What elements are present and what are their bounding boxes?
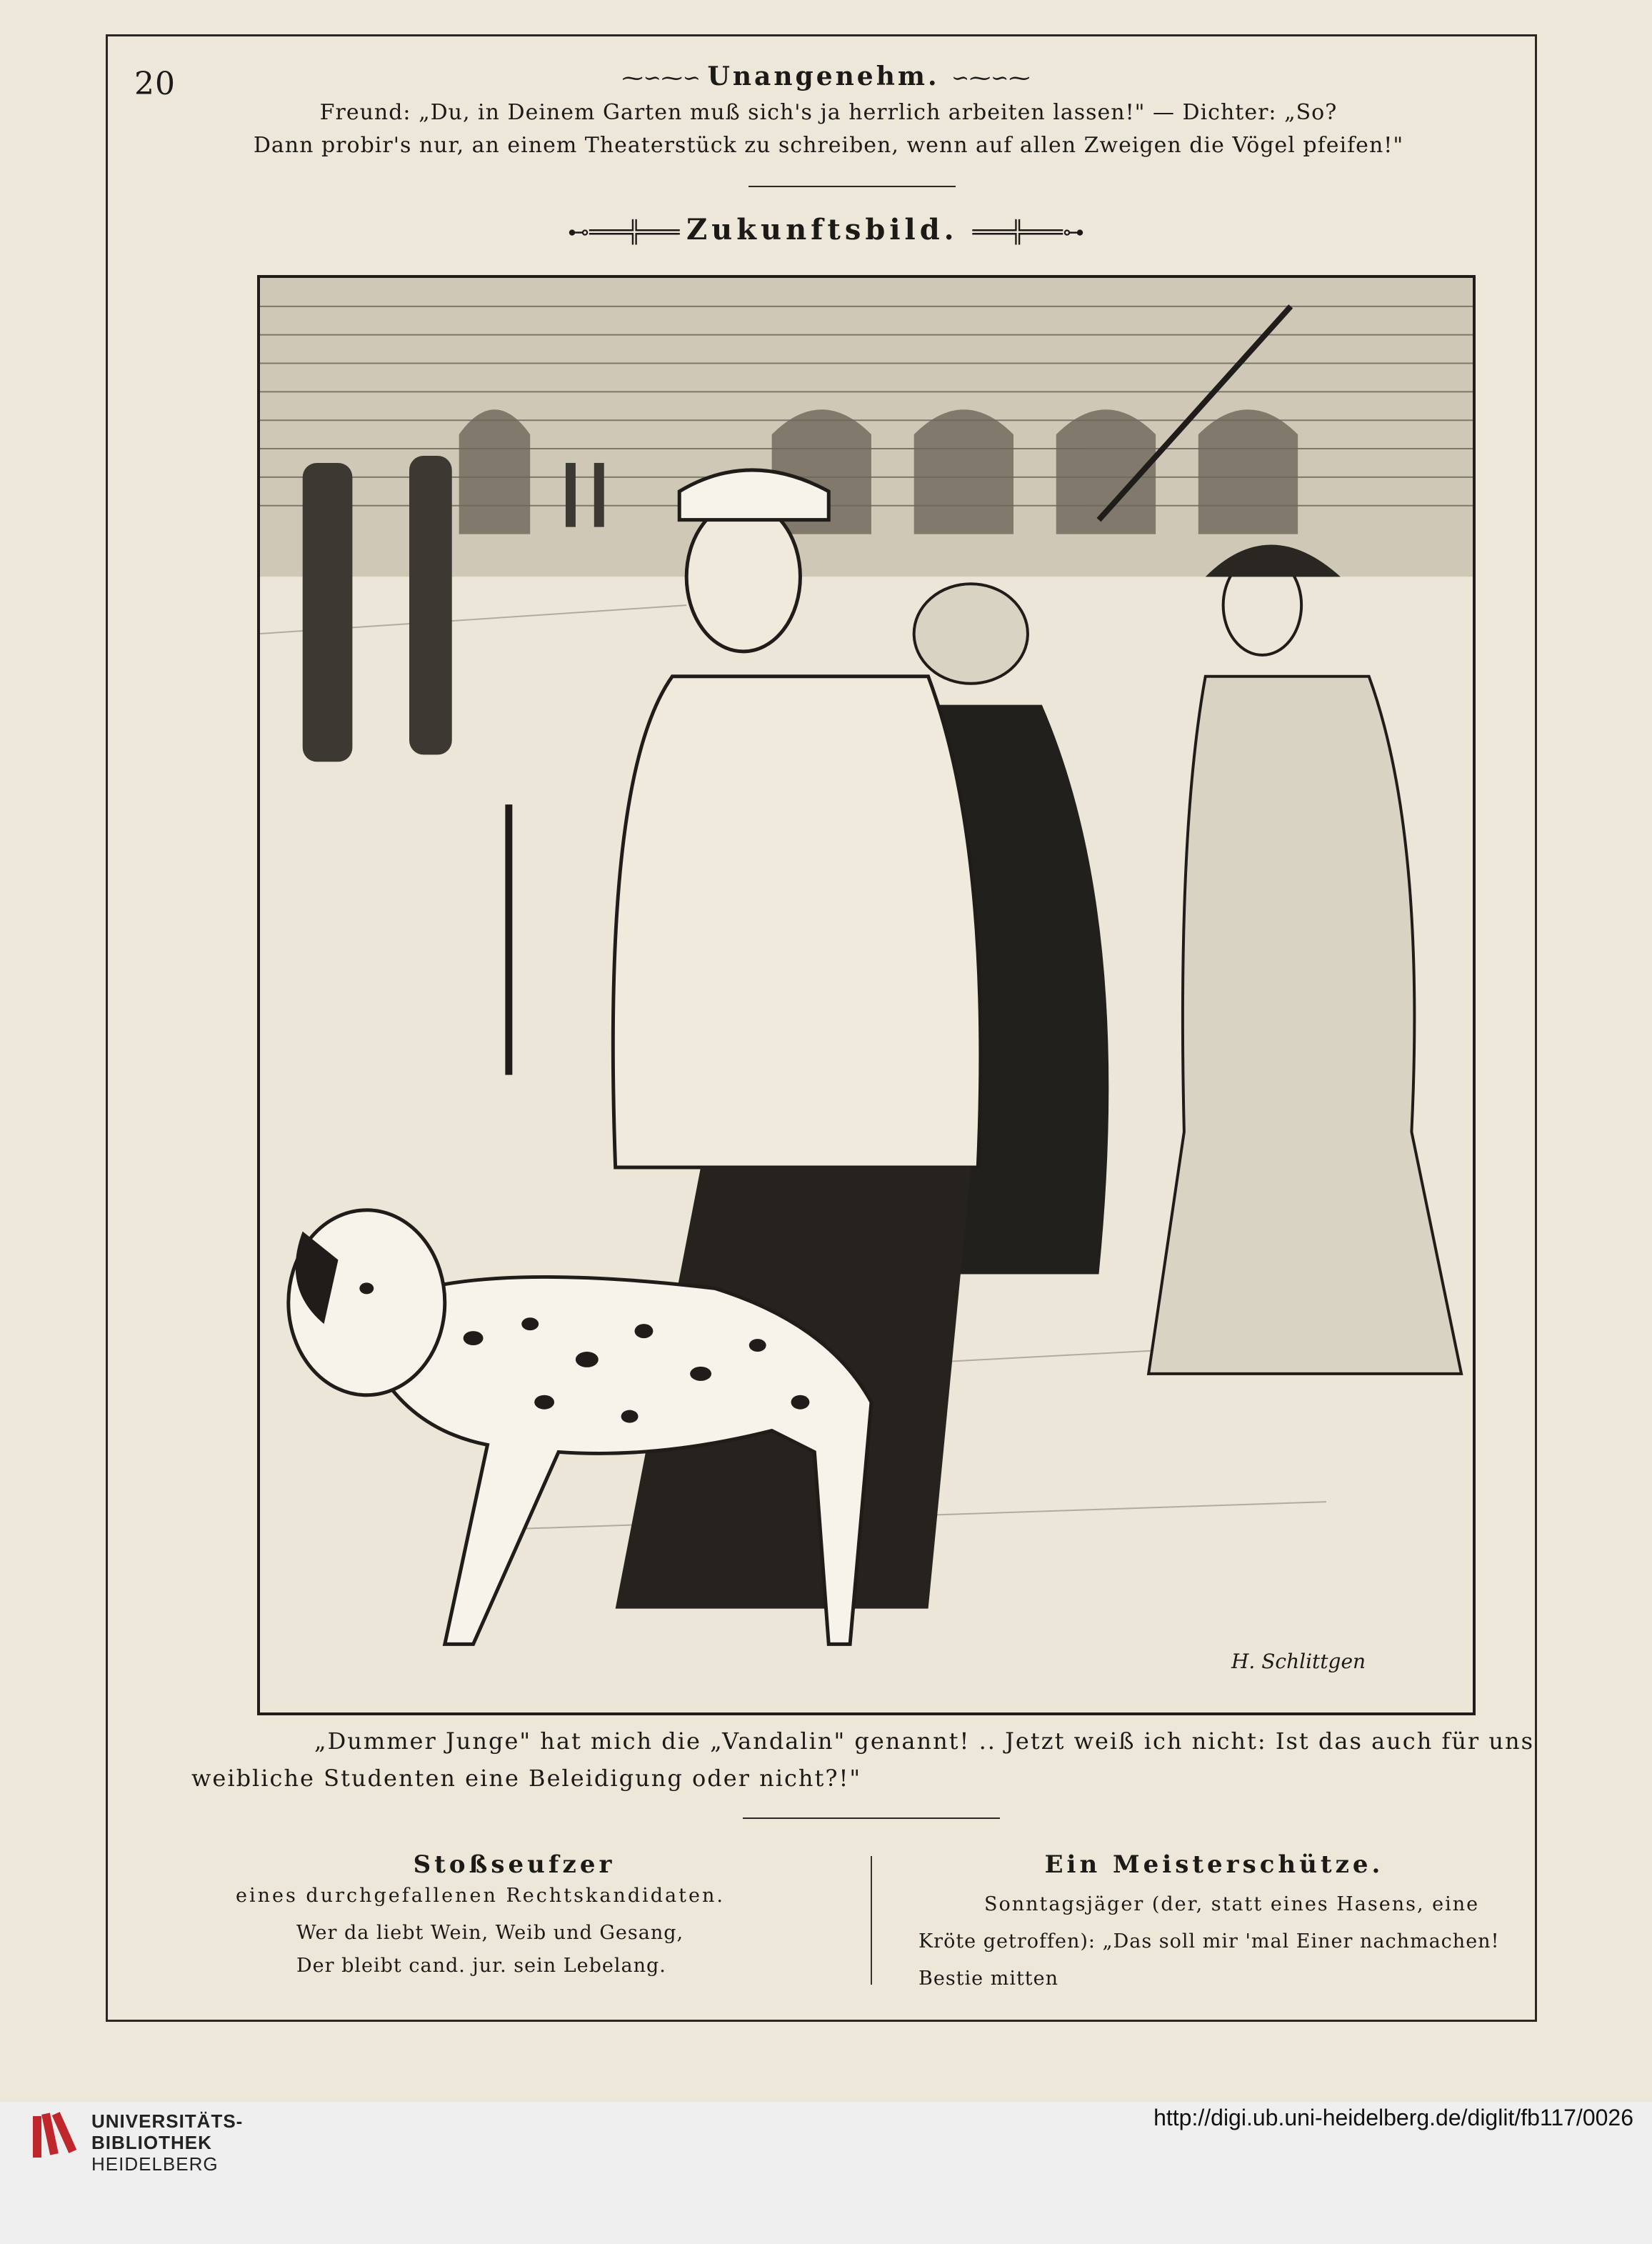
right-column-line-3: Bestie mitten [918,1968,1059,1990]
header-line-1: Freund: „Du, in Deinem Garten muß sich's ja herrlich arbeiten lassen!" — Dichter: „So? [319,100,1338,125]
library-name-line-2: BIBLIOTHEK [91,2132,212,2153]
illustration-drawing [260,278,1473,1712]
left-column-verse-1: Wer da liebt Wein, Weib und Gesang, [296,1922,684,1944]
column-divider [871,1856,872,1985]
library-name-line-1: UNIVERSITÄTS- [91,2110,244,2132]
caption-line-1: „Dummer Junge" hat mich die „Vandalin" genannt! .. Jetzt weiß ich nicht: Ist das auch für uns [314,1727,1535,1755]
right-column-title: Ein Meisterschütze. [1044,1850,1384,1879]
divider-rule [749,186,956,187]
section-title: Zukunftsbild. [686,213,958,246]
left-column-subtitle: eines durchgefallenen Rechtskandidaten. [236,1885,725,1907]
library-logo-icon [29,2109,83,2166]
page-number: 20 [134,66,176,102]
flourish-right-icon: ∽⁓∽⁓ [951,66,1031,91]
right-column-line-1: Sonntagsjäger (der, statt eines Hasens, eine [984,1893,1480,1915]
source-url-link[interactable]: http://digi.ub.uni-heidelberg.de/diglit/fb117/0026 [1153,2105,1633,2130]
right-column-line-2: Kröte getroffen): „Das soll mir 'mal Einer nachmachen! [918,1930,1500,1953]
artist-signature: H. Schlittgen [1231,1650,1366,1673]
caption-divider-rule [743,1817,1000,1819]
flourish-left-icon: ⁓∽⁓∽ [621,66,708,91]
left-column-verse-2: Der bleibt cand. jur. sein Lebelang. [296,1955,666,1977]
ornament-left-icon: ⊷═══╬═══ [568,220,686,245]
header-title-row [0,61,1652,91]
header-title: Unangenehm. [707,61,940,91]
caption-line-2: weibliche Studenten eine Beleidigung oder nicht?!" [191,1765,862,1792]
library-name-line-3: HEIDELBERG [91,2153,219,2175]
header-line-2: Dann probir's nur, an einem Theaterstück zu schreiben, wenn auf allen Zweigen die Vögel pfeifen!" [253,133,1404,158]
section-title-row [0,213,1652,246]
left-column-title: Stoßseufzer [413,1850,616,1879]
ornament-right-icon: ═══╬═══⊶ [972,220,1084,245]
illustration-zukunftsbild [257,275,1476,1715]
